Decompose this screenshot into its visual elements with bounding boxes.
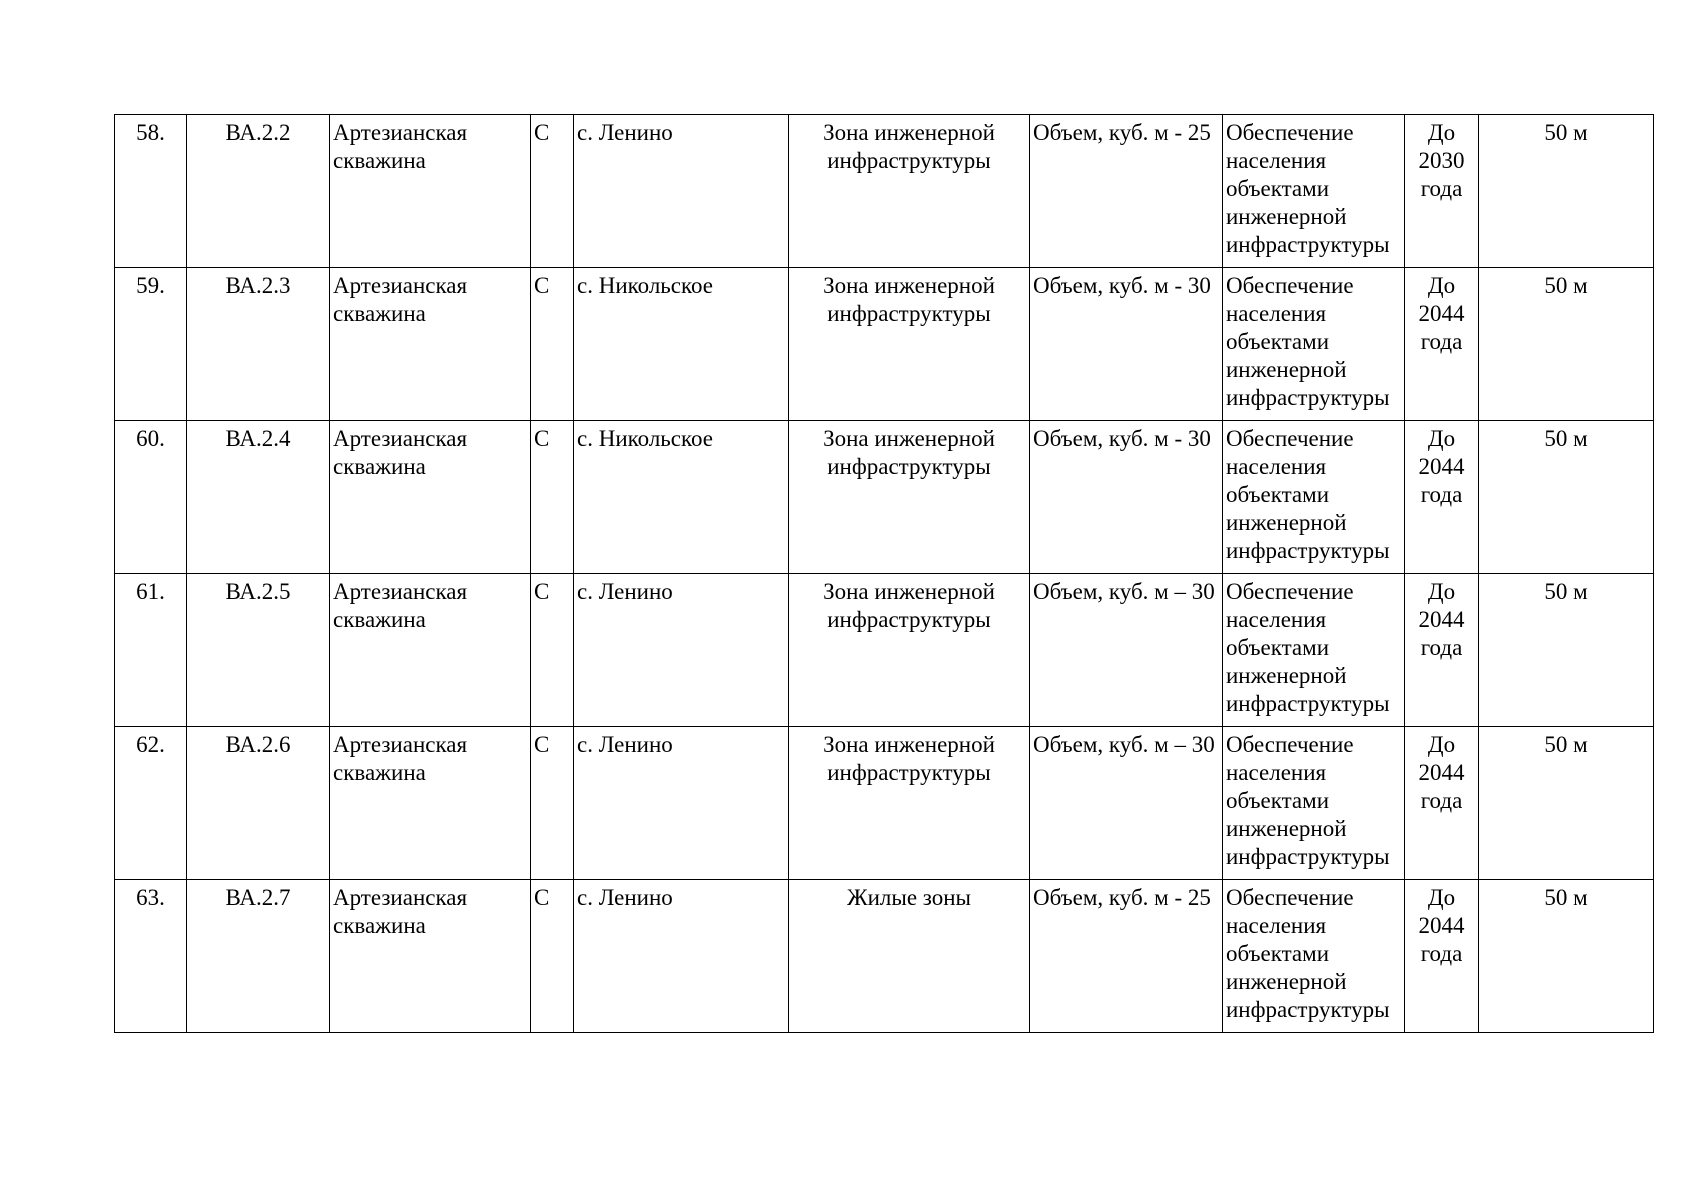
object-purpose: Обеспечение населения объектами инженерной инфраструктуры — [1223, 421, 1405, 574]
table-row — [115, 727, 1654, 880]
object-capacity: Объем, куб. м - 25 — [1030, 880, 1223, 1033]
object-status: С — [531, 421, 574, 574]
object-code: ВА.2.5 — [187, 574, 330, 727]
object-location: с. Никольское — [574, 268, 789, 421]
object-location: с. Ленино — [574, 880, 789, 1033]
object-code: ВА.2.7 — [187, 880, 330, 1033]
facilities-table — [114, 114, 1654, 1033]
object-capacity: Объем, куб. м – 30 — [1030, 574, 1223, 727]
object-status: С — [531, 574, 574, 727]
row-number: 62. — [115, 727, 187, 880]
functional-zone: Зона инженерной инфраструктуры — [789, 574, 1030, 727]
object-status: С — [531, 880, 574, 1033]
protection-zone: 50 м — [1479, 115, 1654, 268]
object-purpose: Обеспечение населения объектами инженерной инфраструктуры — [1223, 880, 1405, 1033]
object-name: Артезианская скважина — [330, 115, 531, 268]
object-location: с. Ленино — [574, 727, 789, 880]
table-row — [115, 421, 1654, 574]
table-row — [115, 115, 1654, 268]
functional-zone: Зона инженерной инфраструктуры — [789, 268, 1030, 421]
implementation-term: До 2044 года — [1405, 421, 1479, 574]
object-name: Артезианская скважина — [330, 727, 531, 880]
object-code: ВА.2.3 — [187, 268, 330, 421]
object-location: с. Ленино — [574, 574, 789, 727]
row-number: 63. — [115, 880, 187, 1033]
object-purpose: Обеспечение населения объектами инженерной инфраструктуры — [1223, 727, 1405, 880]
object-purpose: Обеспечение населения объектами инженерной инфраструктуры — [1223, 574, 1405, 727]
implementation-term: До 2044 года — [1405, 727, 1479, 880]
object-status: С — [531, 268, 574, 421]
object-name: Артезианская скважина — [330, 268, 531, 421]
object-name: Артезианская скважина — [330, 421, 531, 574]
object-purpose: Обеспечение населения объектами инженерной инфраструктуры — [1223, 268, 1405, 421]
object-status: С — [531, 115, 574, 268]
object-capacity: Объем, куб. м - 30 — [1030, 421, 1223, 574]
implementation-term: До 2030 года — [1405, 115, 1479, 268]
object-location: с. Ленино — [574, 115, 789, 268]
functional-zone: Зона инженерной инфраструктуры — [789, 421, 1030, 574]
row-number: 58. — [115, 115, 187, 268]
object-name: Артезианская скважина — [330, 880, 531, 1033]
object-code: ВА.2.2 — [187, 115, 330, 268]
object-purpose: Обеспечение населения объектами инженерной инфраструктуры — [1223, 115, 1405, 268]
protection-zone: 50 м — [1479, 727, 1654, 880]
implementation-term: До 2044 года — [1405, 268, 1479, 421]
object-capacity: Объем, куб. м - 30 — [1030, 268, 1223, 421]
row-number: 59. — [115, 268, 187, 421]
functional-zone: Жилые зоны — [789, 880, 1030, 1033]
object-name: Артезианская скважина — [330, 574, 531, 727]
functional-zone: Зона инженерной инфраструктуры — [789, 115, 1030, 268]
row-number: 60. — [115, 421, 187, 574]
table-row — [115, 880, 1654, 1033]
protection-zone: 50 м — [1479, 421, 1654, 574]
object-location: с. Никольское — [574, 421, 789, 574]
implementation-term: До 2044 года — [1405, 880, 1479, 1033]
object-capacity: Объем, куб. м - 25 — [1030, 115, 1223, 268]
row-number: 61. — [115, 574, 187, 727]
object-code: ВА.2.4 — [187, 421, 330, 574]
protection-zone: 50 м — [1479, 268, 1654, 421]
protection-zone: 50 м — [1479, 880, 1654, 1033]
table-row — [115, 268, 1654, 421]
protection-zone: 50 м — [1479, 574, 1654, 727]
implementation-term: До 2044 года — [1405, 574, 1479, 727]
object-status: С — [531, 727, 574, 880]
object-capacity: Объем, куб. м – 30 — [1030, 727, 1223, 880]
object-code: ВА.2.6 — [187, 727, 330, 880]
table-row — [115, 574, 1654, 727]
functional-zone: Зона инженерной инфраструктуры — [789, 727, 1030, 880]
